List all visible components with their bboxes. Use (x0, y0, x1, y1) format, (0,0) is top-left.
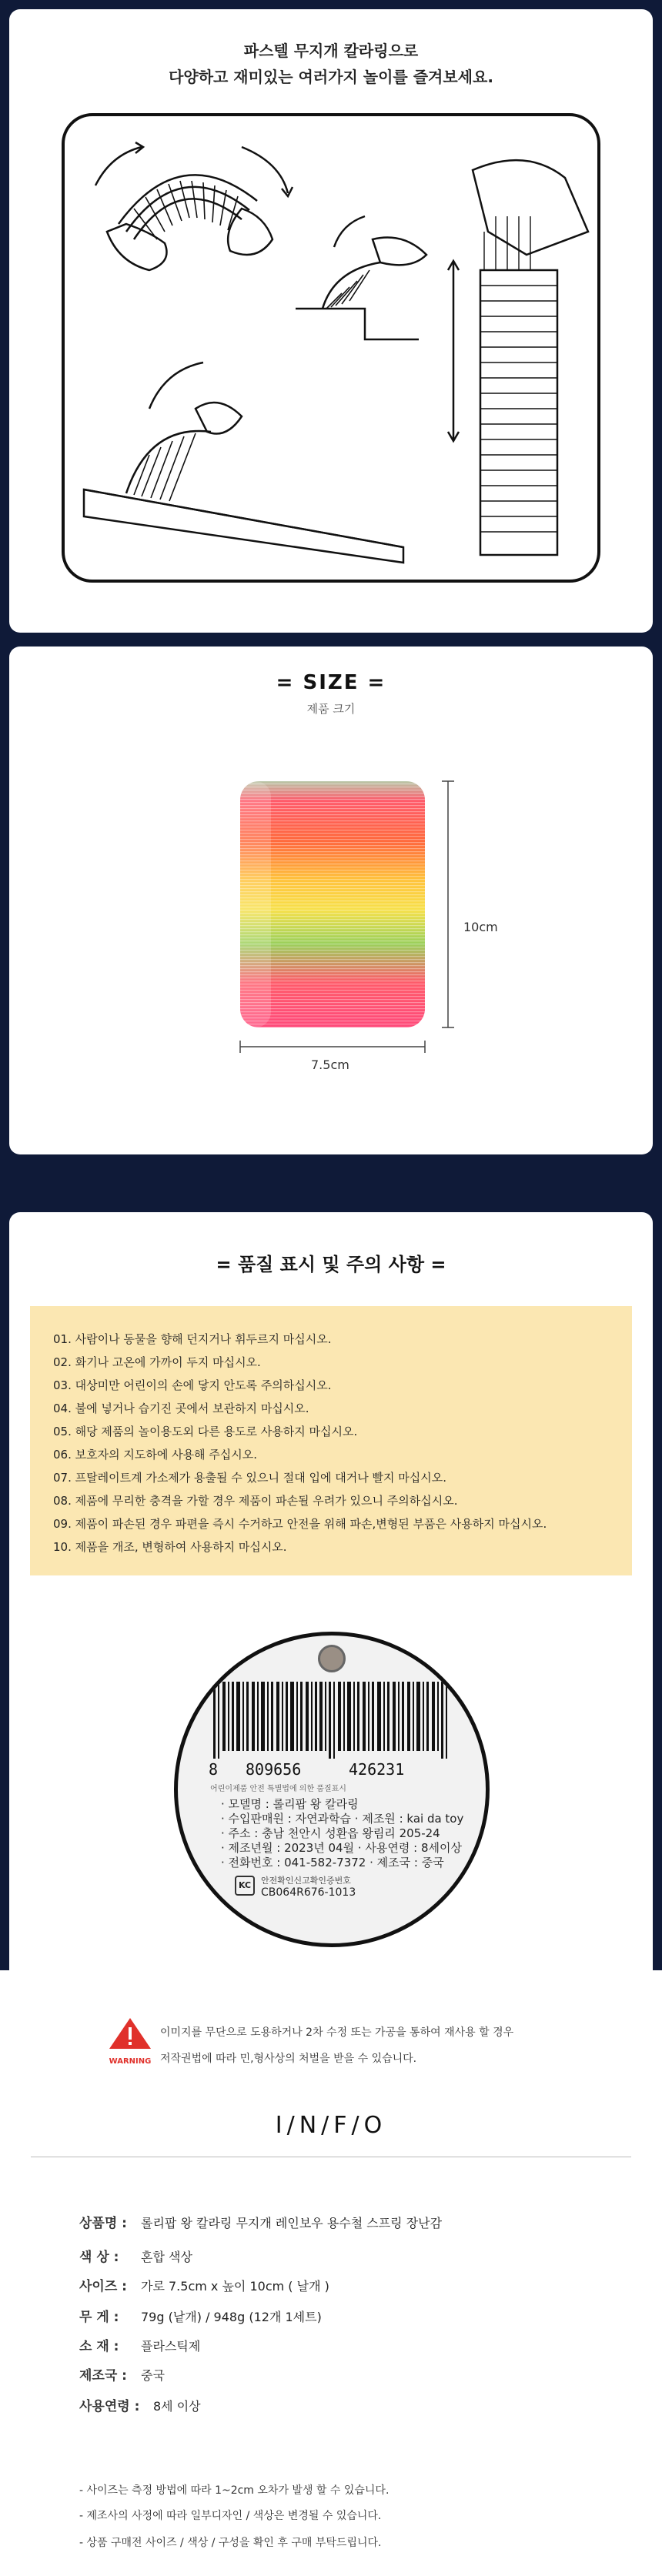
kc-cert-label: 안전확인신고확인증번호 (261, 1876, 351, 1886)
rainbow-spring-image (232, 777, 433, 1031)
kc-cert-number: CB064R676-1013 (261, 1886, 356, 1899)
size-subtitle: 제품 크기 (306, 702, 356, 716)
barcode-digits-right: 426231 (349, 1760, 405, 1779)
info-key: 상품명 : (79, 2216, 127, 2231)
kc-mark-icon: KC (235, 1876, 255, 1896)
label-header: 어린이제품 안전 특별법에 의한 품질표시 (210, 1785, 346, 1793)
info-key: 제조국 : (79, 2368, 127, 2384)
notice-item: 06. 보호자의 지도하에 사용해 주십시오. (53, 1448, 258, 1462)
info-value: 중국 (141, 2368, 165, 2383)
barcode-digits-left: 809656 (246, 1760, 302, 1779)
info-note: - 상품 구매전 사이즈 / 색상 / 구성을 확인 후 구매 부탁드립니다. (79, 2537, 382, 2549)
notice-item: 05. 해당 제품의 놀이용도외 다른 용도로 사용하지 마십시오. (53, 1425, 358, 1438)
warning-line-2: 저작권법에 따라 민,형사상의 처벌을 받을 수 있습니다. (160, 2053, 417, 2065)
info-value: 롤리팝 왕 칼라링 무지개 레인보우 용수철 스프링 장난감 (141, 2216, 443, 2230)
notice-item: 03. 대상미만 어린이의 손에 닿지 안도록 주의하십시오. (53, 1378, 332, 1392)
size-card (9, 647, 653, 1154)
info-row-color (79, 2246, 192, 2265)
height-dimension-line (440, 777, 456, 1031)
notice-item: 10. 제품을 개조, 변형하여 사용하지 마십시오. (53, 1540, 287, 1554)
notice-item: 08. 제품에 무리한 충격을 가할 경우 제품이 파손될 우려가 있으니 주의하십시오. (53, 1494, 458, 1508)
barcode-digit-prefix: 8 (209, 1760, 219, 1779)
info-note: - 사이즈는 측정 방법에 따라 1~2cm 오차가 발생 할 수 있습니다. (79, 2484, 390, 2497)
info-value: 79g (낱개) / 948g (12개 1세트) (141, 2310, 322, 2324)
info-row-name (79, 2212, 442, 2231)
info-row-material (79, 2335, 200, 2354)
info-row-weight (79, 2306, 322, 2325)
hanging-hole-icon (318, 1645, 346, 1672)
intro-line-2: 다양하고 재미있는 여러가지 놀이를 즐겨보세요. (169, 68, 493, 86)
warning-badge: WARNING (109, 2057, 152, 2066)
label-details (221, 1797, 463, 1870)
notice-item: 09. 제품이 파손된 경우 파편을 즉시 수거하고 안전을 위해 파손,변형된 부품은 사용하지 마십시오. (53, 1517, 547, 1531)
notice-item: 04. 불에 넣거나 습기진 곳에서 보관하지 마십시오. (53, 1402, 309, 1415)
info-row-age (79, 2395, 201, 2414)
info-title: I/N/F/O (275, 2112, 387, 2139)
usage-illustration (62, 113, 600, 583)
warning-line-1: 이미지를 무단으로 도용하거나 2차 수정 또는 가공을 통하여 재사용 할 경우 (160, 2026, 514, 2039)
info-key: 사용연령 : (79, 2399, 140, 2414)
info-row-origin (79, 2364, 165, 2384)
notice-item: 02. 화기나 고온에 가까이 두지 마십시오. (53, 1355, 261, 1369)
intro-card (9, 9, 653, 633)
size-title: = SIZE = (276, 671, 386, 694)
label-line: · 전화번호 : 041-582-7372 · 제조국 : 중국 (221, 1856, 444, 1869)
info-key: 사이즈 : (79, 2279, 127, 2294)
play-illustration (65, 116, 597, 580)
notice-title: = 품질 표시 및 주의 사항 = (216, 1254, 446, 1275)
notice-item: 01. 사람이나 동물을 향해 던지거나 휘두르지 마십시오. (53, 1332, 332, 1346)
info-value: 가로 7.5cm x 높이 10cm ( 날개 ) (141, 2279, 329, 2294)
notice-list (30, 1306, 632, 1575)
notice-item: 07. 프탈레이트계 가소제가 용출될 수 있으니 절대 입에 대거나 빨지 마십시오. (53, 1471, 447, 1485)
width-label: 7.5cm (311, 1057, 349, 1072)
barcode-icon (213, 1682, 460, 1759)
info-value: 플라스틱제 (141, 2339, 201, 2354)
intro-line-1: 파스텔 무지개 칼라링으로 (243, 42, 419, 60)
info-key: 소 재 : (79, 2339, 119, 2354)
product-label-tag (174, 1632, 490, 1947)
info-value: 혼합 색상 (141, 2250, 192, 2264)
info-key: 무 게 : (79, 2310, 119, 2325)
info-row-size (79, 2275, 329, 2294)
label-line: · 제조년월 : 2023년 04월 · 사용연령 : 8세이상 (221, 1841, 462, 1855)
label-line: · 주소 : 충남 천안시 성환읍 왕림리 205-24 (221, 1826, 440, 1840)
label-line: · 모델명 : 롤리팝 왕 칼라링 (221, 1797, 359, 1811)
width-dimension-line (239, 1039, 426, 1054)
info-value: 8세 이상 (153, 2399, 201, 2414)
label-line: · 수입판매원 : 자연과학습 · 제조원 : kai da toy (221, 1812, 464, 1826)
info-key: 색 상 : (79, 2250, 119, 2265)
notice-card (9, 1212, 653, 1970)
info-note: - 제조사의 사정에 따라 일부디자인 / 색상은 변경될 수 있습니다. (79, 2510, 382, 2522)
height-label: 10cm (463, 920, 498, 934)
warning-icon (108, 2016, 152, 2055)
